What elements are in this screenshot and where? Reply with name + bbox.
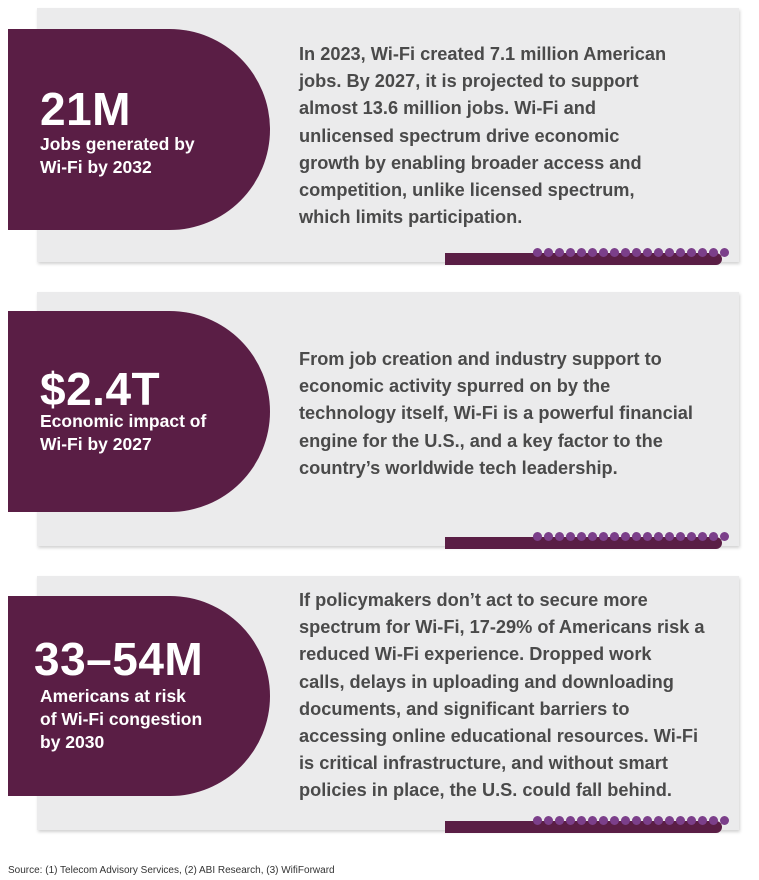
- decorative-dot: [533, 816, 542, 825]
- text-line: In 2023, Wi-Fi created 7.1 million American: [299, 44, 667, 64]
- decorative-dot: [566, 248, 575, 257]
- decorative-dot: [555, 248, 564, 257]
- text-line: is critical infrastructure, and without smart: [299, 753, 668, 774]
- text-line: economic activity spurred on by the: [299, 376, 611, 397]
- text-line: almost 13.6 million jobs. Wi-Fi and: [299, 98, 596, 119]
- decorative-dot: [698, 816, 707, 825]
- decorative-dot: [632, 816, 641, 825]
- stat-pill-jobs: [8, 29, 270, 230]
- stat-label: [40, 685, 255, 754]
- decorative-dot: [654, 816, 663, 825]
- decorative-dot: [621, 248, 630, 257]
- text-line: jobs. By 2027, it is projected to support: [299, 71, 639, 92]
- decorative-dot: [577, 248, 586, 257]
- decorative-dot: [599, 532, 608, 541]
- decorative-dot: [709, 816, 718, 825]
- decorative-dot: [709, 248, 718, 257]
- text-line: policies in place, the U.S. could fall behind.: [299, 780, 672, 801]
- decorative-dot: [665, 816, 674, 825]
- text-line: reduced Wi-Fi experience. Dropped work: [299, 644, 652, 665]
- decorative-dot: [533, 248, 542, 257]
- label-line: of Wi-Fi congestion: [40, 709, 203, 729]
- source-note: Source: (1) Telecom Advisory Services, (2) ABI Research, (3) WifiForward: [8, 865, 335, 876]
- stat-value: 33–54M: [34, 633, 204, 685]
- decorative-dot: [632, 248, 641, 257]
- dot-row: [533, 532, 729, 541]
- decorative-dot: [555, 816, 564, 825]
- stat-value: 21M: [40, 83, 131, 135]
- decorative-dot: [533, 532, 542, 541]
- decorative-dot: [698, 248, 707, 257]
- label-line: by 2030: [40, 732, 105, 752]
- text-line: competition, unlike licensed spectrum,: [299, 180, 635, 201]
- decorative-dot: [643, 532, 652, 541]
- decorative-dot: [687, 248, 696, 257]
- decorative-dot: [588, 248, 597, 257]
- dot-row: [533, 248, 729, 257]
- text-line: accessing online educational resources. Wi-Fi: [299, 726, 699, 747]
- decorative-dot: [643, 248, 652, 257]
- stat-value: $2.4T: [40, 363, 161, 415]
- decorative-dot: [676, 248, 685, 257]
- text-line: country’s worldwide tech leadership.: [299, 457, 618, 478]
- dot-row: [533, 816, 729, 825]
- decorative-dot: [676, 532, 685, 541]
- decorative-dot: [566, 532, 575, 541]
- decorative-dot: [720, 816, 729, 825]
- decorative-dot: [588, 532, 597, 541]
- decorative-dot: [544, 248, 553, 257]
- label-line: Wi-Fi by 2032: [40, 157, 152, 177]
- decorative-dot: [698, 532, 707, 541]
- stat-label: [40, 410, 255, 456]
- decorative-dot: [643, 816, 652, 825]
- decorative-dot: [577, 532, 586, 541]
- decorative-dot: [599, 816, 608, 825]
- stat-pill-economic-impact: [8, 311, 270, 512]
- decorative-dot: [610, 532, 619, 541]
- stat-pill-congestion-risk: [8, 596, 270, 796]
- decorative-dot: [610, 816, 619, 825]
- card-body-text: [299, 346, 729, 482]
- decorative-dot: [621, 816, 630, 825]
- decorative-dot: [676, 816, 685, 825]
- label-line: Jobs generated by: [40, 134, 195, 154]
- decorative-dot: [544, 532, 553, 541]
- decorative-dot: [654, 532, 663, 541]
- decorative-dot: [665, 532, 674, 541]
- text-line: which limits participation.: [299, 207, 523, 228]
- decorative-dot: [687, 816, 696, 825]
- text-line: documents, and significant barriers to: [299, 698, 630, 719]
- decorative-dot: [720, 532, 729, 541]
- stat-label: [40, 133, 255, 179]
- decorative-dot: [566, 816, 575, 825]
- decorative-dot: [544, 816, 553, 825]
- decorative-dot: [621, 532, 630, 541]
- text-line: spectrum for Wi-Fi, 17-29% of Americans risk a: [299, 617, 705, 638]
- decorative-dot: [665, 248, 674, 257]
- decorative-dot: [599, 248, 608, 257]
- label-line: Wi-Fi by 2027: [40, 434, 152, 454]
- text-line: From job creation and industry support to: [299, 349, 662, 369]
- text-line: growth by enabling broader access and: [299, 152, 642, 173]
- card-body-text: [299, 41, 729, 231]
- decorative-dot: [720, 248, 729, 257]
- text-line: technology itself, Wi-Fi is a powerful financial: [299, 403, 693, 424]
- decorative-dot: [577, 816, 586, 825]
- decorative-dot: [687, 532, 696, 541]
- decorative-dot: [610, 248, 619, 257]
- label-line: Americans at risk: [40, 686, 186, 706]
- text-line: engine for the U.S., and a key factor to the: [299, 430, 663, 451]
- card-body-text: [299, 587, 729, 805]
- decorative-dot: [654, 248, 663, 257]
- decorative-dot: [588, 816, 597, 825]
- text-line: calls, delays in uploading and downloading: [299, 671, 674, 692]
- label-line: Economic impact of: [40, 411, 207, 431]
- decorative-dot: [555, 532, 564, 541]
- decorative-dot: [632, 532, 641, 541]
- text-line: If policymakers don’t act to secure more: [299, 590, 648, 610]
- decorative-dot: [709, 532, 718, 541]
- text-line: unlicensed spectrum drive economic: [299, 125, 620, 146]
